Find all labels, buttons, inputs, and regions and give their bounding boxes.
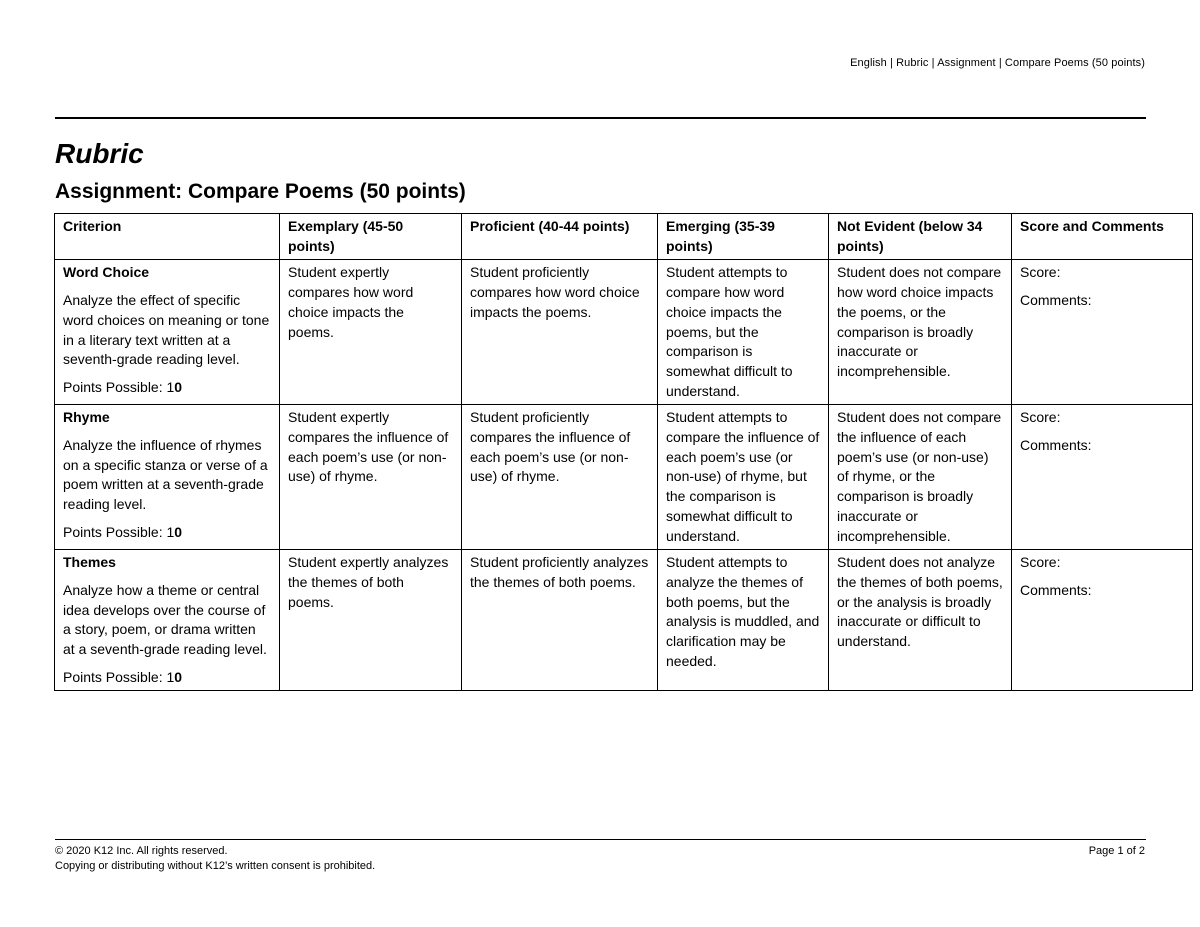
header-divider bbox=[55, 117, 1146, 119]
score-label: Score: bbox=[1020, 264, 1061, 281]
criterion-description: Analyze the influence of rhymes on a specific stanza or verse of a poem written at a seventh-grade reading level. bbox=[63, 437, 268, 513]
criterion-title: Word Choice bbox=[63, 264, 150, 281]
points-possible bbox=[63, 378, 271, 398]
points-possible bbox=[63, 523, 271, 543]
column-header-criterion: Criterion bbox=[55, 214, 280, 260]
points-label: Points Possible: 1 bbox=[63, 378, 175, 395]
points-label: Points Possible: 1 bbox=[63, 668, 175, 685]
table-row bbox=[55, 550, 1193, 691]
rubric-table bbox=[54, 213, 1193, 691]
page-number: Page 1 of 2 bbox=[1088, 845, 1145, 857]
criterion-title: Themes bbox=[63, 554, 116, 571]
exemplary-cell: Student expertly compares how word choice impacts the poems. bbox=[280, 260, 462, 405]
table-header-row bbox=[55, 214, 1193, 260]
proficient-cell: Student proficiently analyzes the themes of both poems. bbox=[462, 550, 658, 691]
footer-divider bbox=[55, 839, 1146, 840]
column-header-not-evident: Not Evident (below 34 points) bbox=[829, 214, 1012, 260]
column-header-score-comments: Score and Comments bbox=[1012, 214, 1193, 260]
points-digit: 0 bbox=[174, 378, 183, 395]
score-comments-cell bbox=[1012, 405, 1193, 550]
criterion-description: Analyze the effect of specific word choices on meaning or tone in a literary text written at a seventh-grade reading level. bbox=[63, 292, 270, 368]
table-row bbox=[55, 405, 1193, 550]
distribution-notice: Copying or distributing without K12’s written consent is prohibited. bbox=[55, 860, 376, 872]
not-evident-cell: Student does not compare how word choice impacts the poems, or the comparison is broadly inaccurate or incomprehensible. bbox=[829, 260, 1012, 405]
emerging-cell: Student attempts to compare the influence of each poem’s use (or non-use) of rhyme, but the comparison is somewhat difficult to understand. bbox=[658, 405, 829, 550]
comments-label: Comments: bbox=[1020, 437, 1092, 454]
footer-legal bbox=[55, 844, 375, 874]
criterion-title: Rhyme bbox=[63, 409, 110, 426]
proficient-cell: Student proficiently compares the influence of each poem’s use (or non-use) of rhyme. bbox=[462, 405, 658, 550]
criterion-cell bbox=[55, 260, 280, 405]
criterion-cell bbox=[55, 550, 280, 691]
emerging-cell: Student attempts to compare how word choice impacts the poems, but the comparison is somewhat difficult to understand. bbox=[658, 260, 829, 405]
page-title: Rubric bbox=[55, 138, 144, 169]
exemplary-cell: Student expertly compares the influence of each poem’s use (or non-use) of rhyme. bbox=[280, 405, 462, 550]
assignment-subtitle: Assignment: Compare Poems (50 points) bbox=[55, 180, 466, 203]
comments-label: Comments: bbox=[1020, 581, 1092, 598]
column-header-emerging: Emerging (35-39 points) bbox=[658, 214, 829, 260]
proficient-cell: Student proficiently compares how word choice impacts the poems. bbox=[462, 260, 658, 405]
score-comments-cell bbox=[1012, 260, 1193, 405]
copyright-text: © 2020 K12 Inc. All rights reserved. bbox=[55, 845, 228, 857]
comments-label: Comments: bbox=[1020, 292, 1092, 309]
column-header-exemplary: Exemplary (45-50 points) bbox=[280, 214, 462, 260]
points-digit: 0 bbox=[174, 668, 183, 685]
score-label: Score: bbox=[1020, 409, 1061, 426]
exemplary-cell: Student expertly analyzes the themes of both poems. bbox=[280, 550, 462, 691]
score-comments-cell bbox=[1012, 550, 1193, 691]
points-label: Points Possible: 1 bbox=[63, 523, 175, 540]
criterion-description: Analyze how a theme or central idea develops over the course of a story, poem, or drama written at a seventh-grade reading level. bbox=[63, 581, 267, 658]
page-header-breadcrumb: English | Rubric | Assignment | Compare Poems (50 points) bbox=[850, 57, 1145, 69]
column-header-proficient: Proficient (40-44 points) bbox=[462, 214, 658, 260]
criterion-cell bbox=[55, 405, 280, 550]
points-possible bbox=[63, 668, 271, 688]
score-label: Score: bbox=[1020, 554, 1061, 571]
emerging-cell: Student attempts to analyze the themes of both poems, but the analysis is muddled, and clarification may be needed. bbox=[658, 550, 829, 691]
not-evident-cell: Student does not compare the influence of each poem’s use (or non-use) of rhyme, or the comparison is broadly inaccurate or incomprehensible. bbox=[829, 405, 1012, 550]
points-digit: 0 bbox=[174, 523, 183, 540]
table-row bbox=[55, 260, 1193, 405]
not-evident-cell: Student does not analyze the themes of both poems, or the analysis is broadly inaccurate or difficult to understand. bbox=[829, 550, 1012, 691]
